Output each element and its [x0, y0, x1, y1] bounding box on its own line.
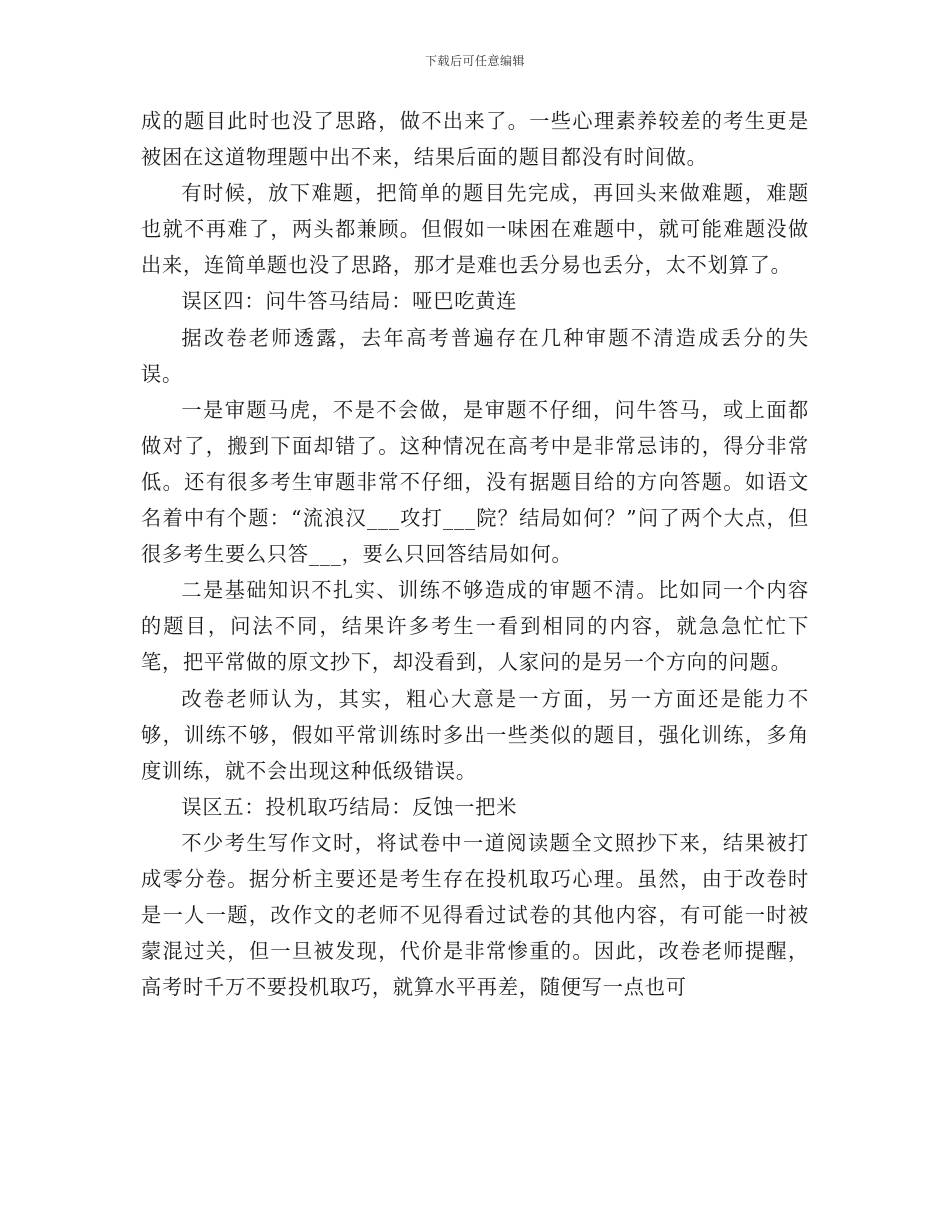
- paragraph: 一是审题马虎，不是不会做，是审题不仔细，问牛答马，或上面都做对了，搬到下面却错了。这种情况在高考中是非常忌讳的，得分非常低。还有很多考生审题非常不仔细，没有据题目给的方向答题。如语文名着中有个题：“流浪汉___攻打___院？结局如何？”问了两个大点，但很多考生要么只答___，要么只回答结局如何。: [141, 397, 809, 567]
- paragraph: 据改卷老师透露，去年高考普遍存在几种审题不清造成丢分的失误。: [141, 325, 809, 386]
- paragraph: 二是基础知识不扎实、训练不够造成的审题不清。比如同一个内容的题目，问法不同，结果许多考生一看到相同的内容，就急急忙忙下笔，把平常做的原文抄下，却没看到，人家问的是另一个方向的问题。: [141, 578, 809, 675]
- document-body: [141, 103, 809, 1005]
- paragraph: 有时候，放下难题，把简单的题目先完成，再回头来做难题，难题也就不再难了，两头都兼顾。但假如一味困在难题中，就可能难题没做出来，连简单题也没了思路，那才是难也丢分易也丢分，太不划算了。: [141, 181, 809, 278]
- paragraph: 改卷老师认为，其实，粗心大意是一方面，另一方面还是能力不够，训练不够，假如平常训练时多出一些类似的题目，强化训练，多角度训练，就不会出现这种低级错误。: [141, 686, 809, 783]
- section-heading: 误区四：问牛答马结局：哑巴吃黄连: [181, 289, 518, 314]
- paragraph: 成的题目此时也没了思路，做不出来了。一些心理素养较差的考生更是被困在这道物理题中出不来，结果后面的题目都没有时间做。: [141, 109, 809, 170]
- section-heading: 误区五：投机取巧结局：反蚀一把米: [181, 794, 518, 819]
- paragraph: 不少考生写作文时，将试卷中一道阅读题全文照抄下来，结果被打成零分卷。据分析主要还是考生存在投机取巧心理。虽然，由于改卷时是一人一题，改作文的老师不见得看过试卷的其他内容，有可能一时被蒙混过关，但一旦被发现，代价是非常惨重的。因此，改卷老师提醒，高考时千万不要投机取巧，就算水平再差，随便写一点也可: [141, 830, 809, 1000]
- page-header: 下载后可任意编辑: [424, 54, 525, 68]
